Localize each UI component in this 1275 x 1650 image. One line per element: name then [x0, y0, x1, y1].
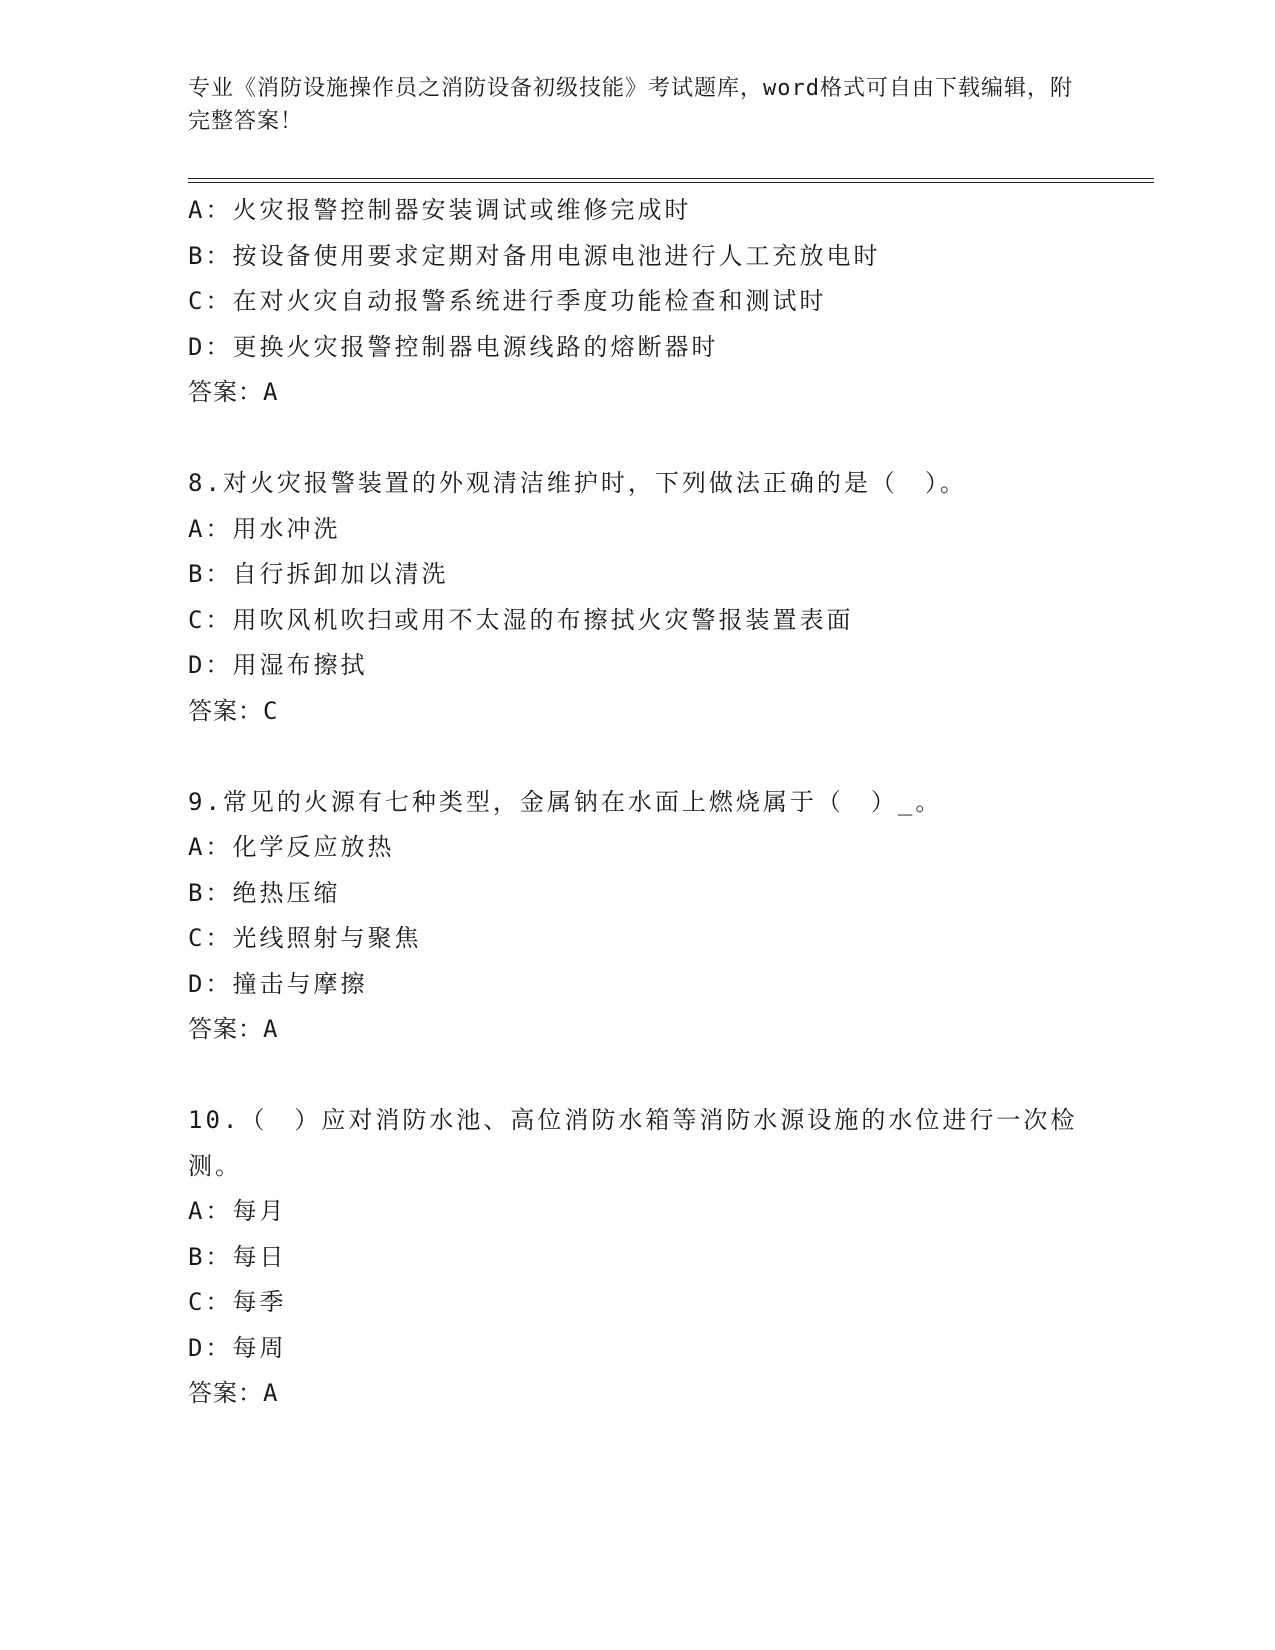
option-a: A：火灾报警控制器安装调试或维修完成时 — [188, 196, 692, 224]
option-c: C：用吹风机吹扫或用不太湿的布擦拭火灾警报装置表面 — [188, 605, 854, 634]
option-b: B：按设备使用要求定期对备用电源电池进行人工充放电时 — [188, 241, 881, 270]
question-10 — [188, 1098, 1108, 1417]
option-d: D：用湿布擦拭 — [188, 651, 368, 679]
question-text: 10.（ ）应对消防水池、高位消防水箱等消防水源设施的水位进行一次检测。 — [188, 1106, 1078, 1180]
option-d: D：撞击与摩擦 — [188, 969, 368, 998]
question-text: 9.常见的火源有七种类型，金属钠在水面上燃烧属于（ ）_。 — [188, 787, 943, 816]
question-text: 8.对火灾报警装置的外观清洁维护时，下列做法正确的是（ ）。 — [188, 469, 967, 497]
header-divider — [188, 178, 1154, 183]
option-c: C：每季 — [188, 1288, 287, 1316]
option-a: A：化学反应放热 — [188, 833, 395, 861]
option-a: A：每月 — [188, 1197, 287, 1225]
option-c: C：在对火灾自动报警系统进行季度功能检查和测试时 — [188, 287, 827, 315]
question-list — [188, 188, 1108, 1417]
answer-value: C — [263, 696, 279, 725]
answer-label: 答案： — [188, 1379, 263, 1407]
answer-label: 答案： — [188, 378, 263, 406]
answer-line — [188, 1007, 1108, 1053]
option-b: B：绝热压缩 — [188, 878, 341, 907]
option-b: B：自行拆卸加以清洗 — [188, 560, 449, 588]
document-header: 专业《消防设施操作员之消防设备初级技能》考试题库，word格式可自由下载编辑，附完整答案！ — [188, 76, 1073, 134]
answer-label: 答案： — [188, 696, 263, 725]
question-9 — [188, 780, 1108, 1053]
answer-value: A — [263, 378, 279, 406]
option-a: A：用水冲洗 — [188, 514, 341, 543]
question-7 — [188, 188, 1108, 416]
answer-line — [188, 689, 1108, 735]
option-d: D：每周 — [188, 1333, 287, 1362]
answer-line — [188, 1371, 1108, 1417]
option-d: D：更换火灾报警控制器电源线路的熔断器时 — [188, 332, 719, 361]
answer-line — [188, 370, 1108, 416]
option-c: C：光线照射与聚焦 — [188, 924, 422, 952]
answer-label: 答案： — [188, 1015, 263, 1043]
option-b: B：每日 — [188, 1242, 287, 1271]
answer-value: A — [263, 1379, 279, 1407]
question-8 — [188, 461, 1108, 734]
answer-value: A — [263, 1015, 279, 1043]
